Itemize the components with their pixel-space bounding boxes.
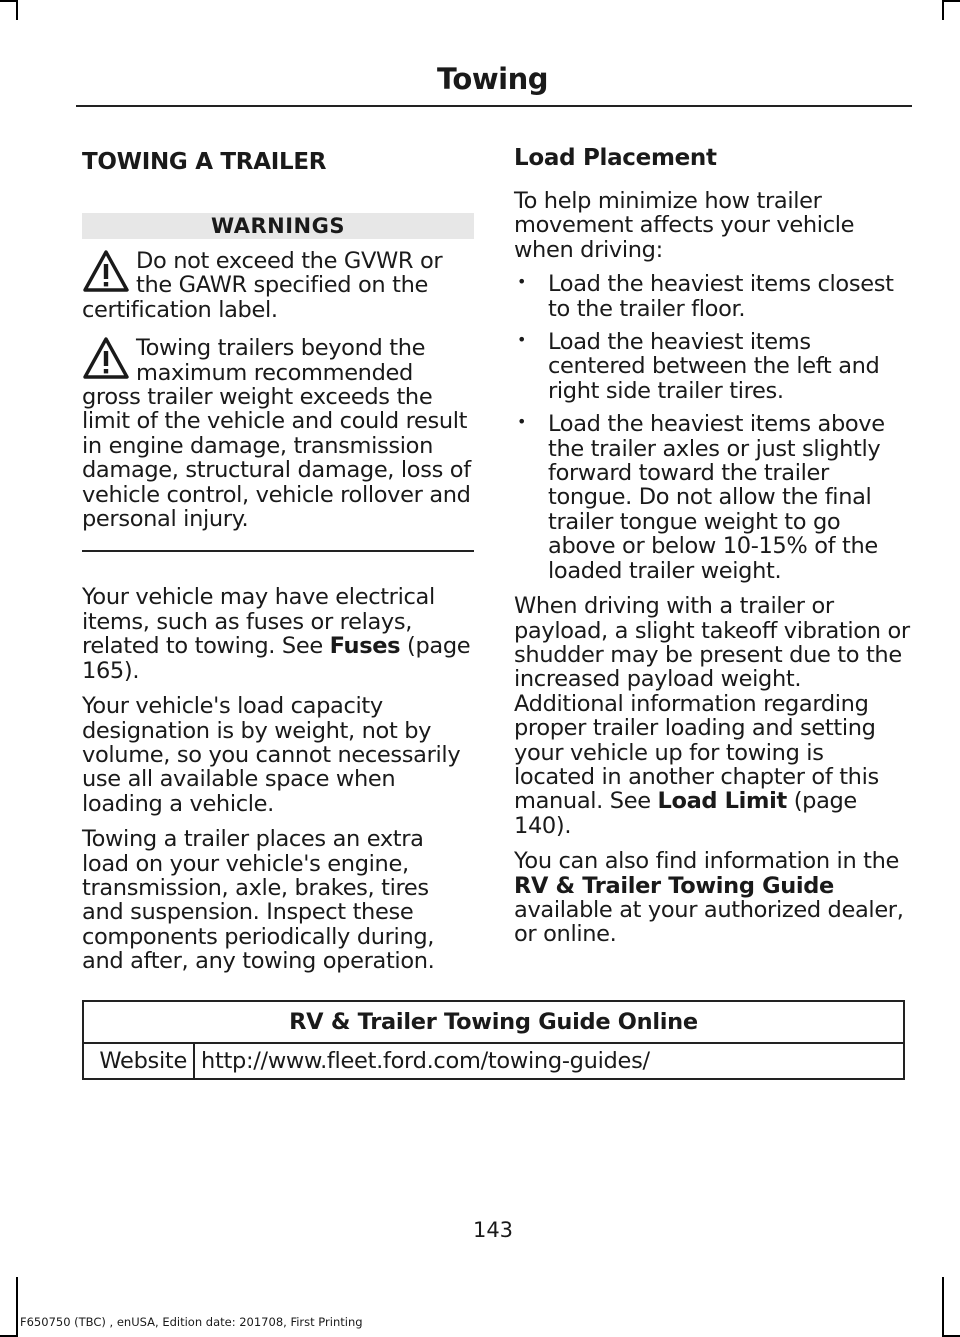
table-row <box>83 1043 904 1079</box>
list-item <box>514 412 910 583</box>
warning-text: Towing trailers beyond the maximum recommended gross trailer weight exceeds the limit of the vehicle and could result in engine damage, transmission damage, structural damage, loss of vehicle control, vehicle rollover and personal injury. <box>82 335 471 533</box>
guide-reference: RV & Trailer Towing Guide <box>514 872 834 899</box>
paragraph <box>82 585 474 683</box>
warning-triangle-icon <box>82 336 130 380</box>
crop-mark <box>944 0 960 2</box>
bullet-icon: • <box>517 330 527 350</box>
bullet-list <box>514 272 910 583</box>
paragraph: Your vehicle's load capacity designation is by weight, not by volume, so you cannot necessarily use all available space when loading a vehicle. <box>82 693 461 817</box>
paragraph-text: Your vehicle may have electrical items, such as fuses or relays, related to towing. See <box>82 584 435 660</box>
website-link[interactable]: http://www.fleet.ford.com/towing-guides/ <box>194 1043 904 1079</box>
info-table <box>82 1000 905 1080</box>
footer-text: F650750 (TBC) , enUSA, Edition date: 201708, First Printing <box>20 1315 363 1329</box>
warnings-header: WARNINGS <box>82 213 474 239</box>
page-header-title: Towing <box>437 62 548 96</box>
paragraph <box>514 594 910 838</box>
paragraph: To help minimize how trailer movement affects your vehicle when driving: <box>514 188 855 263</box>
list-item-text: Load the heaviest items closest to the trailer floor. <box>548 271 894 322</box>
cross-reference-link[interactable]: Load Limit <box>657 788 787 815</box>
warning-text: Do not exceed the GVWR or the GAWR specified on the certification label. <box>82 248 443 323</box>
crop-mark <box>0 0 16 2</box>
warning-item <box>82 247 474 322</box>
crop-mark <box>942 0 944 20</box>
paragraph <box>514 849 910 947</box>
left-column <box>82 145 474 974</box>
paragraph: Towing a trailer places an extra load on your vehicle's engine, transmission, axle, brakes, tires and suspension. Inspect these components periodically during, and after, any towing operation. <box>82 826 435 975</box>
list-item-text: Load the heaviest items above the trailer axles or just slightly forward toward the trailer tongue. Do not allow the final trailer tongue weight to go above or below 10-15% of the loaded trailer weight. <box>548 411 885 584</box>
table-cell-key: Website <box>83 1043 194 1079</box>
table-header-row <box>83 1001 904 1043</box>
list-item <box>514 272 910 321</box>
crop-mark <box>16 0 18 20</box>
paragraph-text: When driving with a trailer or payload, a slight takeoff vibration or shudder may be present due to the increased payload weight. Additional information regarding proper trailer loading and setting your vehicle up for towing is located in another chapter of this manual. See <box>514 593 910 815</box>
bullet-icon: • <box>517 412 527 432</box>
page-number: 143 <box>472 1218 514 1242</box>
crop-mark <box>942 1277 944 1337</box>
header-divider <box>76 105 912 107</box>
page-reference: (page 165). <box>82 633 471 684</box>
cross-reference-link[interactable]: Fuses <box>329 633 401 660</box>
warning-triangle-icon <box>82 249 130 293</box>
table-title: RV & Trailer Towing Guide Online <box>83 1001 904 1043</box>
section-heading: Load Placement <box>514 145 717 171</box>
bullet-icon: • <box>517 272 527 292</box>
warnings-divider <box>82 550 474 552</box>
section-heading: TOWING A TRAILER <box>82 149 327 175</box>
warning-item <box>82 334 474 531</box>
list-item <box>514 330 910 403</box>
paragraph-text: You can also find information in the <box>514 848 900 875</box>
paragraph-text: available at your authorized dealer, or online. <box>514 896 904 948</box>
page-reference: (page 140). <box>514 788 857 839</box>
crop-mark <box>16 1277 18 1337</box>
list-item-text: Load the heaviest items centered between the left and right side trailer tires. <box>548 329 880 404</box>
right-column <box>514 145 910 947</box>
